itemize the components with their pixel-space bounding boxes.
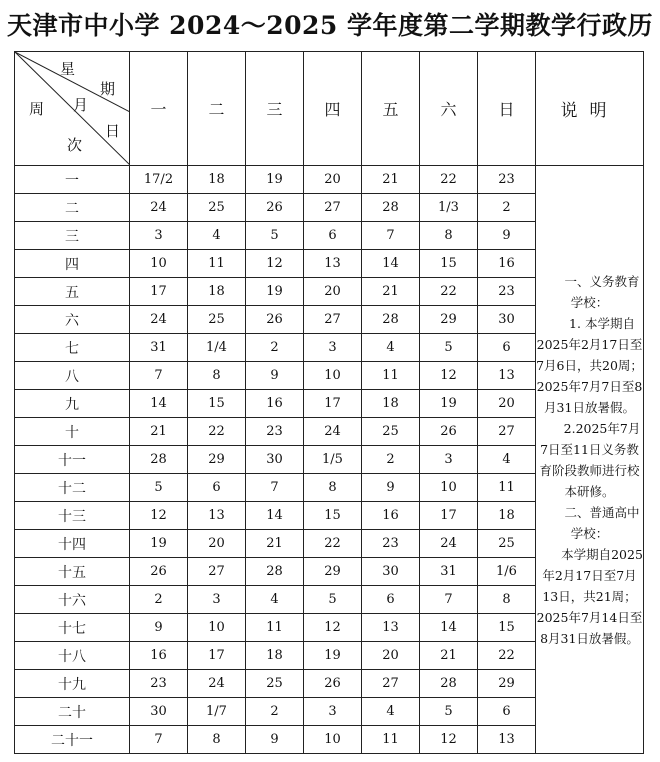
date-cell: 13 bbox=[188, 502, 246, 530]
week-number: 三 bbox=[15, 222, 130, 250]
date-cell: 8 bbox=[420, 222, 478, 250]
date-cell: 15 bbox=[478, 614, 536, 642]
date-cell: 4 bbox=[188, 222, 246, 250]
date-cell: 29 bbox=[188, 446, 246, 474]
day-header-wed: 三 bbox=[246, 52, 304, 166]
date-cell: 3 bbox=[304, 698, 362, 726]
date-cell: 12 bbox=[420, 362, 478, 390]
date-cell: 28 bbox=[130, 446, 188, 474]
date-cell: 4 bbox=[246, 586, 304, 614]
day-header-sun: 日 bbox=[478, 52, 536, 166]
note-paragraph: 本学期自2025年2月17日至7月13日，共21周；2025年7月14日至8月31日放暑假。 bbox=[536, 546, 643, 646]
date-cell: 2 bbox=[130, 586, 188, 614]
week-number: 二 bbox=[15, 194, 130, 222]
week-number: 七 bbox=[15, 334, 130, 362]
date-cell: 9 bbox=[478, 222, 536, 250]
date-cell: 25 bbox=[478, 530, 536, 558]
calendar-body bbox=[15, 166, 644, 754]
date-cell: 31 bbox=[130, 334, 188, 362]
date-cell: 27 bbox=[478, 418, 536, 446]
date-cell: 20 bbox=[304, 166, 362, 194]
date-cell: 22 bbox=[420, 278, 478, 306]
day-header-sat: 六 bbox=[420, 52, 478, 166]
date-cell: 25 bbox=[188, 306, 246, 334]
date-cell: 13 bbox=[478, 726, 536, 754]
date-cell: 14 bbox=[246, 502, 304, 530]
date-cell: 26 bbox=[246, 306, 304, 334]
date-cell: 4 bbox=[362, 698, 420, 726]
page-title: 天津市中小学 2024～2025 学年度第二学期教学行政历 bbox=[6, 11, 654, 40]
date-cell: 27 bbox=[188, 558, 246, 586]
week-number: 十二 bbox=[15, 474, 130, 502]
date-cell: 28 bbox=[362, 306, 420, 334]
day-header-thu: 四 bbox=[304, 52, 362, 166]
week-number: 十九 bbox=[15, 670, 130, 698]
date-cell: 17 bbox=[304, 390, 362, 418]
date-cell: 7 bbox=[362, 222, 420, 250]
date-cell: 25 bbox=[362, 418, 420, 446]
week-number: 十八 bbox=[15, 642, 130, 670]
date-cell: 24 bbox=[304, 418, 362, 446]
date-cell: 28 bbox=[362, 194, 420, 222]
date-cell: 16 bbox=[246, 390, 304, 418]
date-cell: 11 bbox=[362, 726, 420, 754]
date-cell: 25 bbox=[246, 670, 304, 698]
date-cell: 6 bbox=[304, 222, 362, 250]
calendar-table bbox=[14, 51, 644, 754]
date-cell: 31 bbox=[420, 558, 478, 586]
date-cell: 3 bbox=[130, 222, 188, 250]
date-cell: 30 bbox=[246, 446, 304, 474]
week-number: 十 bbox=[15, 418, 130, 446]
date-cell: 29 bbox=[478, 670, 536, 698]
date-cell: 11 bbox=[478, 474, 536, 502]
date-cell: 24 bbox=[130, 194, 188, 222]
date-cell: 21 bbox=[246, 530, 304, 558]
date-cell: 9 bbox=[362, 474, 420, 502]
date-cell: 26 bbox=[304, 670, 362, 698]
date-cell: 2 bbox=[246, 334, 304, 362]
date-cell: 17 bbox=[420, 502, 478, 530]
date-cell: 1/3 bbox=[420, 194, 478, 222]
week-number: 二十 bbox=[15, 698, 130, 726]
date-cell: 9 bbox=[246, 726, 304, 754]
date-cell: 20 bbox=[304, 278, 362, 306]
date-cell: 21 bbox=[420, 642, 478, 670]
date-cell: 12 bbox=[130, 502, 188, 530]
date-cell: 3 bbox=[420, 446, 478, 474]
date-cell: 8 bbox=[188, 726, 246, 754]
date-cell: 5 bbox=[130, 474, 188, 502]
date-cell: 18 bbox=[188, 166, 246, 194]
week-number: 十七 bbox=[15, 614, 130, 642]
date-cell: 29 bbox=[304, 558, 362, 586]
note-paragraph: 1. 本学期自2025年2月17日至7月6日，共20周；2025年7月7日至8月31日放暑假。 bbox=[536, 315, 643, 415]
date-cell: 7 bbox=[130, 362, 188, 390]
date-cell: 4 bbox=[478, 446, 536, 474]
date-cell: 12 bbox=[304, 614, 362, 642]
week-row bbox=[15, 166, 644, 194]
date-cell: 18 bbox=[478, 502, 536, 530]
corner-label-yue: 月 bbox=[73, 96, 89, 114]
date-cell: 10 bbox=[304, 726, 362, 754]
notes-cell bbox=[536, 166, 644, 754]
date-cell: 17 bbox=[130, 278, 188, 306]
date-cell: 30 bbox=[130, 698, 188, 726]
corner-label-xing: 星 bbox=[60, 60, 76, 78]
note-paragraph: 二、普通高中学校： bbox=[564, 504, 640, 541]
notes-header: 说明 bbox=[536, 52, 644, 166]
date-cell: 11 bbox=[246, 614, 304, 642]
week-number: 八 bbox=[15, 362, 130, 390]
date-cell: 3 bbox=[304, 334, 362, 362]
note-paragraph: 2.2025年7月7日至11日义务教育阶段教师进行校本研修。 bbox=[539, 420, 641, 499]
week-number: 四 bbox=[15, 250, 130, 278]
date-cell: 6 bbox=[188, 474, 246, 502]
date-cell: 15 bbox=[304, 502, 362, 530]
date-cell: 5 bbox=[246, 222, 304, 250]
date-cell: 19 bbox=[130, 530, 188, 558]
date-cell: 30 bbox=[362, 558, 420, 586]
week-number: 十五 bbox=[15, 558, 130, 586]
date-cell: 10 bbox=[130, 250, 188, 278]
date-cell: 18 bbox=[188, 278, 246, 306]
date-cell: 16 bbox=[130, 642, 188, 670]
date-cell: 24 bbox=[188, 670, 246, 698]
date-cell: 30 bbox=[478, 306, 536, 334]
date-cell: 15 bbox=[188, 390, 246, 418]
date-cell: 18 bbox=[246, 642, 304, 670]
week-number: 十四 bbox=[15, 530, 130, 558]
date-cell: 23 bbox=[130, 670, 188, 698]
date-cell: 28 bbox=[246, 558, 304, 586]
date-cell: 13 bbox=[478, 362, 536, 390]
date-cell: 21 bbox=[362, 166, 420, 194]
date-cell: 19 bbox=[420, 390, 478, 418]
week-number: 一 bbox=[15, 166, 130, 194]
date-cell: 25 bbox=[188, 194, 246, 222]
date-cell: 10 bbox=[304, 362, 362, 390]
week-number: 五 bbox=[15, 278, 130, 306]
date-cell: 1/6 bbox=[478, 558, 536, 586]
date-cell: 23 bbox=[478, 166, 536, 194]
date-cell: 28 bbox=[420, 670, 478, 698]
date-cell: 27 bbox=[304, 194, 362, 222]
date-cell: 5 bbox=[420, 334, 478, 362]
date-cell: 8 bbox=[478, 586, 536, 614]
date-cell: 22 bbox=[188, 418, 246, 446]
date-cell: 10 bbox=[188, 614, 246, 642]
corner-label-zhou: 周 bbox=[29, 100, 45, 118]
date-cell: 10 bbox=[420, 474, 478, 502]
date-cell: 9 bbox=[246, 362, 304, 390]
date-cell: 24 bbox=[130, 306, 188, 334]
date-cell: 7 bbox=[246, 474, 304, 502]
date-cell: 19 bbox=[246, 278, 304, 306]
date-cell: 23 bbox=[478, 278, 536, 306]
date-cell: 2 bbox=[478, 194, 536, 222]
date-cell: 7 bbox=[130, 726, 188, 754]
date-cell: 7 bbox=[420, 586, 478, 614]
corner-label-ri: 日 bbox=[105, 122, 121, 140]
date-cell: 8 bbox=[304, 474, 362, 502]
date-cell: 14 bbox=[130, 390, 188, 418]
date-cell: 1/5 bbox=[304, 446, 362, 474]
date-cell: 14 bbox=[362, 250, 420, 278]
header-row bbox=[15, 52, 644, 166]
date-cell: 22 bbox=[420, 166, 478, 194]
date-cell: 21 bbox=[130, 418, 188, 446]
date-cell: 1/4 bbox=[188, 334, 246, 362]
week-number: 十三 bbox=[15, 502, 130, 530]
date-cell: 6 bbox=[362, 586, 420, 614]
corner-label-ci: 次 bbox=[67, 136, 83, 154]
date-cell: 24 bbox=[420, 530, 478, 558]
date-cell: 13 bbox=[304, 250, 362, 278]
date-cell: 3 bbox=[188, 586, 246, 614]
week-number: 十一 bbox=[15, 446, 130, 474]
date-cell: 26 bbox=[130, 558, 188, 586]
date-cell: 5 bbox=[420, 698, 478, 726]
day-header-tue: 二 bbox=[188, 52, 246, 166]
week-number: 九 bbox=[15, 390, 130, 418]
date-cell: 22 bbox=[304, 530, 362, 558]
date-cell: 1/7 bbox=[188, 698, 246, 726]
date-cell: 29 bbox=[420, 306, 478, 334]
date-cell: 15 bbox=[420, 250, 478, 278]
date-cell: 6 bbox=[478, 334, 536, 362]
date-cell: 26 bbox=[420, 418, 478, 446]
date-cell: 18 bbox=[362, 390, 420, 418]
date-cell: 13 bbox=[362, 614, 420, 642]
date-cell: 27 bbox=[304, 306, 362, 334]
date-cell: 14 bbox=[420, 614, 478, 642]
date-cell: 9 bbox=[130, 614, 188, 642]
date-cell: 2 bbox=[246, 698, 304, 726]
date-cell: 5 bbox=[304, 586, 362, 614]
date-cell: 19 bbox=[246, 166, 304, 194]
week-number: 六 bbox=[15, 306, 130, 334]
date-cell: 8 bbox=[188, 362, 246, 390]
corner-header bbox=[15, 52, 130, 166]
corner-label-qi: 期 bbox=[100, 80, 116, 98]
date-cell: 22 bbox=[478, 642, 536, 670]
date-cell: 20 bbox=[478, 390, 536, 418]
date-cell: 23 bbox=[246, 418, 304, 446]
week-number: 二十一 bbox=[15, 726, 130, 754]
date-cell: 12 bbox=[420, 726, 478, 754]
date-cell: 21 bbox=[362, 278, 420, 306]
date-cell: 16 bbox=[478, 250, 536, 278]
date-cell: 12 bbox=[246, 250, 304, 278]
day-header-fri: 五 bbox=[362, 52, 420, 166]
date-cell: 16 bbox=[362, 502, 420, 530]
date-cell: 4 bbox=[362, 334, 420, 362]
date-cell: 2 bbox=[362, 446, 420, 474]
date-cell: 26 bbox=[246, 194, 304, 222]
date-cell: 20 bbox=[362, 642, 420, 670]
date-cell: 20 bbox=[188, 530, 246, 558]
day-header-mon: 一 bbox=[130, 52, 188, 166]
date-cell: 23 bbox=[362, 530, 420, 558]
date-cell: 19 bbox=[304, 642, 362, 670]
date-cell: 17/2 bbox=[130, 166, 188, 194]
date-cell: 11 bbox=[188, 250, 246, 278]
date-cell: 27 bbox=[362, 670, 420, 698]
date-cell: 17 bbox=[188, 642, 246, 670]
note-paragraph: 一、义务教育学校： bbox=[564, 273, 640, 310]
date-cell: 11 bbox=[362, 362, 420, 390]
date-cell: 6 bbox=[478, 698, 536, 726]
week-number: 十六 bbox=[15, 586, 130, 614]
